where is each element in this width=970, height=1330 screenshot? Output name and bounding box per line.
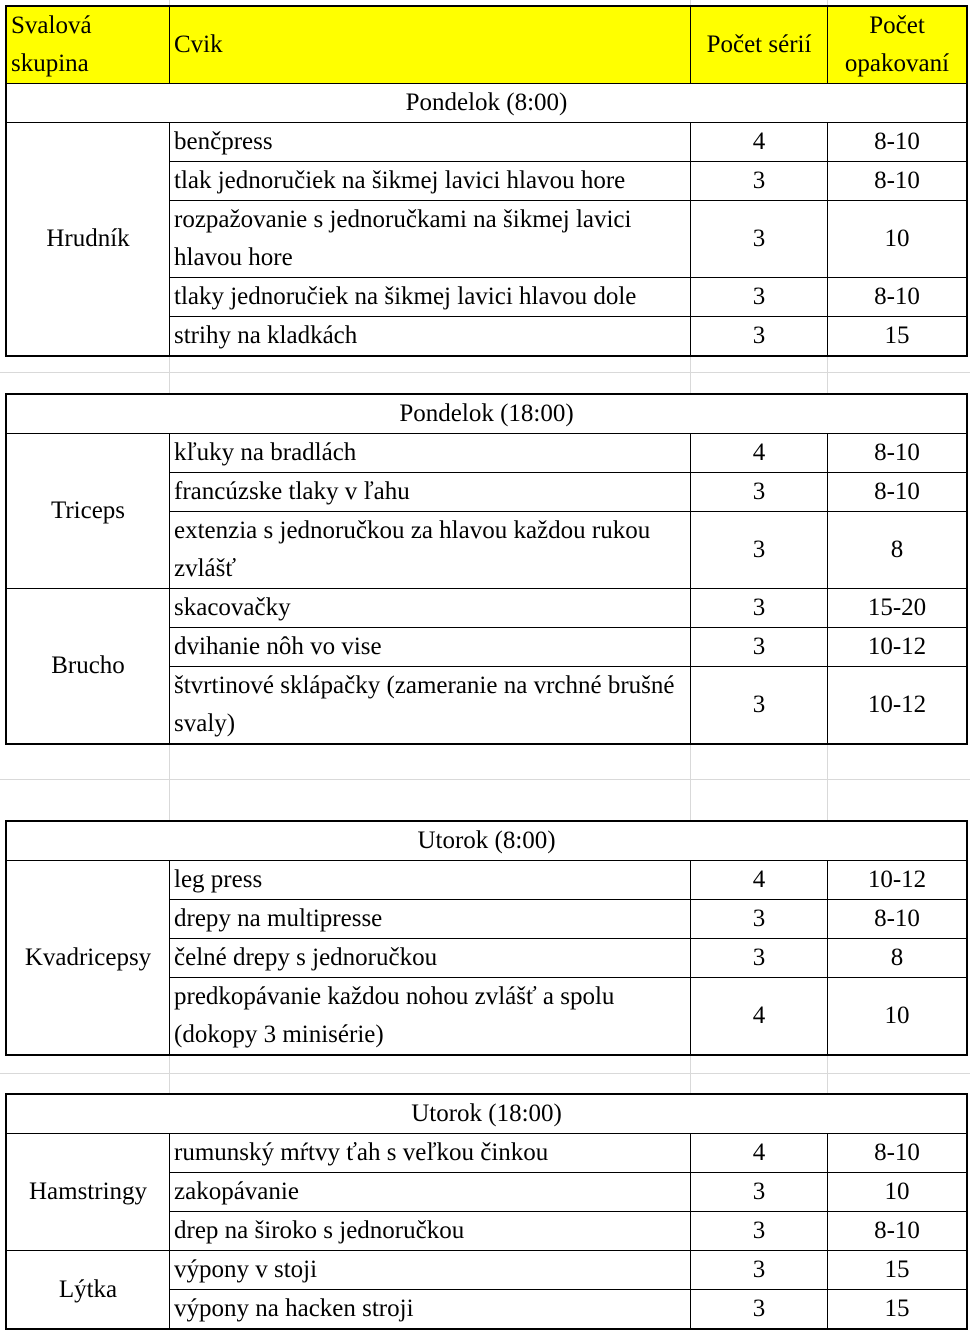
header-muscle-group[interactable]: Svalová skupina	[7, 7, 170, 84]
sets-cell[interactable]: 3	[691, 1173, 828, 1212]
table-row	[7, 589, 967, 628]
sets-cell[interactable]: 3	[691, 278, 828, 317]
reps-cell[interactable]: 10	[828, 978, 967, 1055]
exercise-cell[interactable]: čelné drepy s jednoručkou	[170, 939, 691, 978]
reps-cell[interactable]: 8	[828, 939, 967, 978]
reps-cell[interactable]: 15	[828, 317, 967, 356]
muscle-group-cell[interactable]: Hamstringy	[7, 1134, 170, 1251]
exercise-cell[interactable]: štvrtinové sklápačky (zameranie na vrchné brušné svaly)	[170, 667, 691, 744]
reps-cell[interactable]: 8-10	[828, 434, 967, 473]
section-title[interactable]: Utorok (18:00)	[7, 1095, 967, 1134]
sets-cell[interactable]: 3	[691, 589, 828, 628]
header-row	[7, 7, 967, 84]
exercise-cell[interactable]: drepy na multipresse	[170, 900, 691, 939]
reps-cell[interactable]: 10-12	[828, 861, 967, 900]
sets-cell[interactable]: 3	[691, 317, 828, 356]
exercise-cell[interactable]: dvihanie nôh vo vise	[170, 628, 691, 667]
sets-cell[interactable]: 4	[691, 978, 828, 1055]
sets-cell[interactable]: 4	[691, 123, 828, 162]
table-row	[7, 861, 967, 900]
sets-cell[interactable]: 3	[691, 473, 828, 512]
exercise-cell[interactable]: strihy na kladkách	[170, 317, 691, 356]
exercise-cell[interactable]: výpony v stoji	[170, 1251, 691, 1290]
schedule-block-4	[6, 1094, 967, 1329]
exercise-cell[interactable]: rozpažovanie s jednoručkami na šikmej lavici hlavou hore	[170, 201, 691, 278]
exercise-cell[interactable]: tlak jednoručiek na šikmej lavici hlavou hore	[170, 162, 691, 201]
section-row	[7, 395, 967, 434]
muscle-group-cell[interactable]: Hrudník	[7, 123, 170, 356]
sets-cell[interactable]: 4	[691, 861, 828, 900]
exercise-cell[interactable]: kľuky na bradlách	[170, 434, 691, 473]
exercise-cell[interactable]: rumunský mŕtvy ťah s veľkou činkou	[170, 1134, 691, 1173]
header-reps[interactable]: Počet opakovaní	[828, 7, 967, 84]
gridline	[0, 779, 970, 780]
section-row	[7, 84, 967, 123]
exercise-cell[interactable]: francúzske tlaky v ľahu	[170, 473, 691, 512]
exercise-cell[interactable]: tlaky jednoručiek na šikmej lavici hlavou dole	[170, 278, 691, 317]
section-title[interactable]: Utorok (8:00)	[7, 822, 967, 861]
reps-cell[interactable]: 10-12	[828, 628, 967, 667]
sets-cell[interactable]: 4	[691, 434, 828, 473]
reps-cell[interactable]: 8-10	[828, 123, 967, 162]
schedule-block-2	[6, 394, 967, 744]
section-title[interactable]: Pondelok (8:00)	[7, 84, 967, 123]
reps-cell[interactable]: 15-20	[828, 589, 967, 628]
reps-cell[interactable]: 8-10	[828, 900, 967, 939]
muscle-group-cell[interactable]: Lýtka	[7, 1251, 170, 1329]
section-title[interactable]: Pondelok (18:00)	[7, 395, 967, 434]
sets-cell[interactable]: 3	[691, 1212, 828, 1251]
schedule-block-3	[6, 821, 967, 1055]
sets-cell[interactable]: 4	[691, 1134, 828, 1173]
gridline	[0, 372, 970, 373]
sets-cell[interactable]: 3	[691, 900, 828, 939]
reps-cell[interactable]: 8-10	[828, 1134, 967, 1173]
reps-cell[interactable]: 10	[828, 201, 967, 278]
table-row	[7, 123, 967, 162]
reps-cell[interactable]: 8-10	[828, 162, 967, 201]
header-sets[interactable]: Počet sérií	[691, 7, 828, 84]
reps-cell[interactable]: 15	[828, 1251, 967, 1290]
sets-cell[interactable]: 3	[691, 939, 828, 978]
exercise-cell[interactable]: predkopávanie každou nohou zvlášť a spolu (dokopy 3 minisérie)	[170, 978, 691, 1055]
reps-cell[interactable]: 10	[828, 1173, 967, 1212]
reps-cell[interactable]: 8	[828, 512, 967, 589]
reps-cell[interactable]: 8-10	[828, 473, 967, 512]
gridline	[0, 1073, 970, 1074]
reps-cell[interactable]: 10-12	[828, 667, 967, 744]
muscle-group-cell[interactable]: Kvadricepsy	[7, 861, 170, 1055]
table-row	[7, 434, 967, 473]
exercise-cell[interactable]: extenzia s jednoručkou za hlavou každou rukou zvlášť	[170, 512, 691, 589]
reps-cell[interactable]: 15	[828, 1290, 967, 1329]
reps-cell[interactable]: 8-10	[828, 1212, 967, 1251]
sets-cell[interactable]: 3	[691, 667, 828, 744]
exercise-cell[interactable]: drep na široko s jednoručkou	[170, 1212, 691, 1251]
header-exercise[interactable]: Cvik	[170, 7, 691, 84]
section-row	[7, 822, 967, 861]
sets-cell[interactable]: 3	[691, 162, 828, 201]
exercise-cell[interactable]: benčpress	[170, 123, 691, 162]
reps-cell[interactable]: 8-10	[828, 278, 967, 317]
muscle-group-cell[interactable]: Triceps	[7, 434, 170, 589]
sets-cell[interactable]: 3	[691, 628, 828, 667]
muscle-group-cell[interactable]: Brucho	[7, 589, 170, 744]
sets-cell[interactable]: 3	[691, 1251, 828, 1290]
exercise-cell[interactable]: skacovačky	[170, 589, 691, 628]
exercise-cell[interactable]: výpony na hacken stroji	[170, 1290, 691, 1329]
table-row	[7, 1134, 967, 1173]
sets-cell[interactable]: 3	[691, 1290, 828, 1329]
exercise-cell[interactable]: leg press	[170, 861, 691, 900]
schedule-block-1	[6, 6, 967, 356]
sets-cell[interactable]: 3	[691, 512, 828, 589]
exercise-cell[interactable]: zakopávanie	[170, 1173, 691, 1212]
table-row	[7, 1251, 967, 1290]
sets-cell[interactable]: 3	[691, 201, 828, 278]
section-row	[7, 1095, 967, 1134]
